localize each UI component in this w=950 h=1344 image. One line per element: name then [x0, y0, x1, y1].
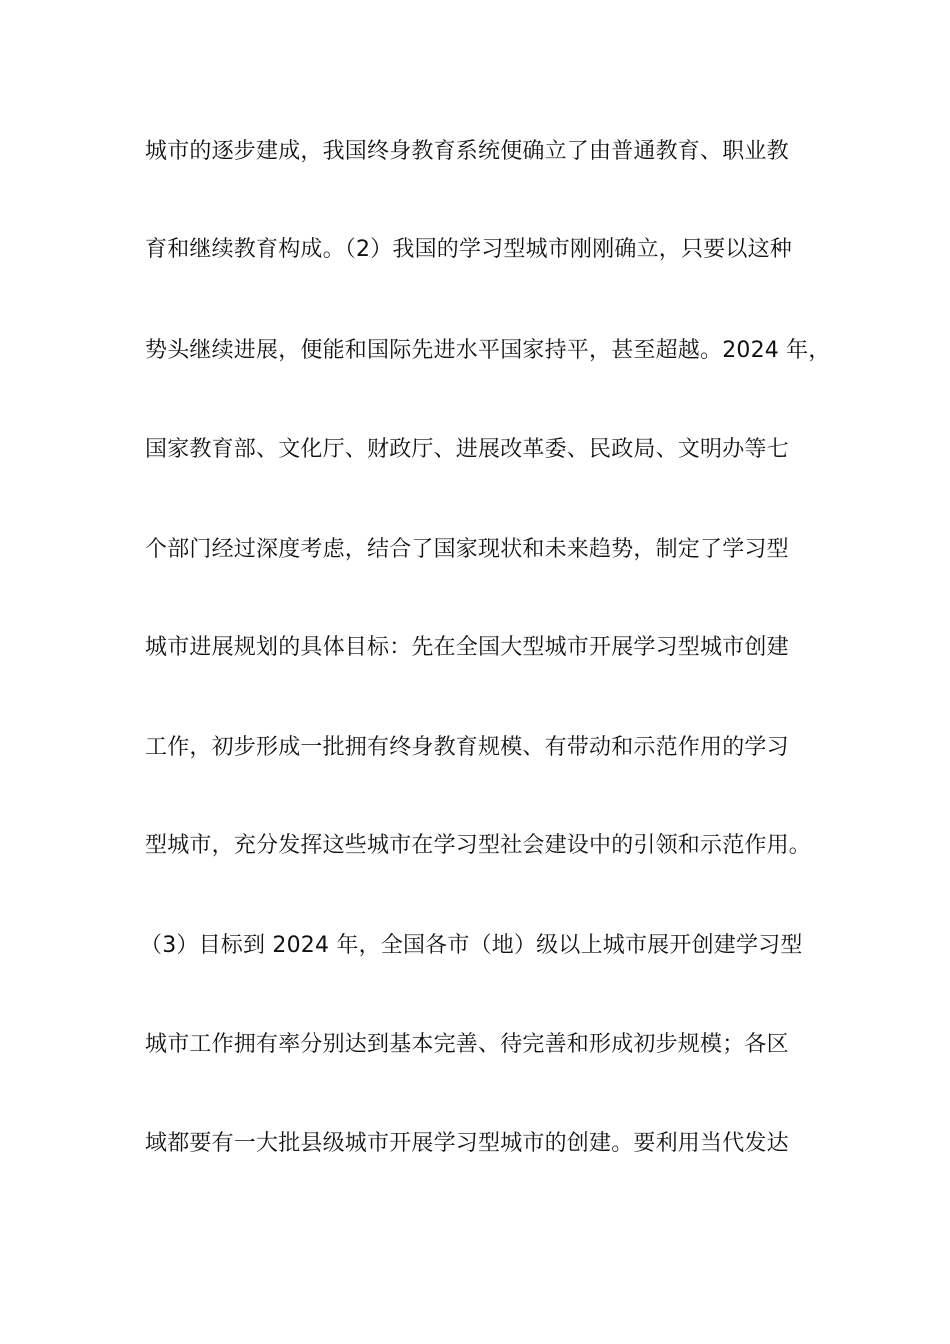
paragraph-line: 城市工作拥有率分别达到基本完善、待完善和形成初步规模；各区	[145, 1032, 789, 1057]
paragraph-line: 工作，初步形成一批拥有终身教育规模、有带动和示范作用的学习	[145, 735, 789, 760]
paragraph-line: 城市进展规划的具体目标：先在全国大型城市开展学习型城市创建	[145, 635, 789, 660]
paragraph-line: 城市的逐步建成，我国终身教育系统便确立了由普通教育、职业教	[145, 139, 789, 164]
paragraph-line: 国家教育部、文化厅、财政厅、进展改革委、民政局、文明办等七	[145, 437, 789, 462]
paragraph-line: 势头继续进展，便能和国际先进水平国家持平，甚至超越。2024 年，	[145, 338, 831, 363]
paragraph-line: 域都要有一大批县级城市开展学习型城市的创建。要利用当代发达	[145, 1131, 789, 1156]
paragraph-line: 型城市，充分发挥这些城市在学习型社会建设中的引领和示范作用。	[145, 833, 812, 858]
paragraph-line: 育和继续教育构成。（2）我国的学习型城市刚刚确立，只要以这种	[145, 237, 792, 262]
paragraph-line: （3）目标到 2024 年，全国各市（地）级以上城市展开创建学习型	[140, 933, 803, 958]
paragraph-line: 个部门经过深度考虑，结合了国家现状和未来趋势，制定了学习型	[145, 537, 789, 562]
